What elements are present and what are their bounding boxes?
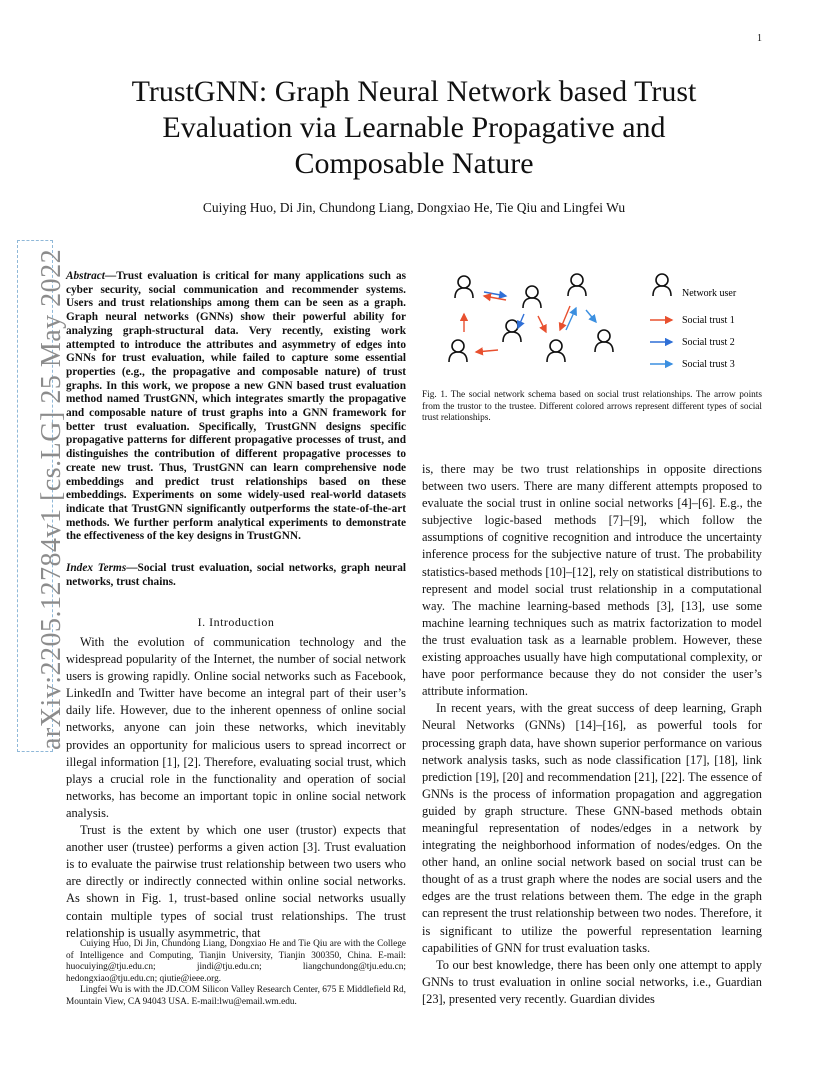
trust-arrow [586, 310, 596, 322]
footnote: Cuiying Huo, Di Jin, Chundong Liang, Dongxiao He and Tie Qiu are with the College of Intelligence and Computing, Tianjin University, Tianjin 300350, China. E-mail: huocuiying@tju.edu.cn; jindi@tju.edu.cn; liangchundong@tju.edu.cn; hedongxiao@tju.edu.cn; qiutie@ieee.org. [66, 939, 406, 984]
body-paragraph: With the evolution of communication technology and the widespread popularity of the Internet, the number of social network users is growing rapidly. Online social networks such as Facebook, LinkedIn and Twitter have become an integral part of their user’s daily life. However, due to the inherent openness of online social networks, anyone can join these networks, which inevitably provides an opportunity for malicious users to spread incorrect or illegal information [1], [2]. Therefore, evaluating social trust, which plays a crucial role in the functionality and operation of social networks, has become an important topic in online social network analysis. [66, 635, 406, 820]
footnotes [66, 939, 406, 1009]
trust-arrow [484, 292, 506, 296]
title-line: Composable Nature [294, 147, 534, 180]
user-node-icon [455, 276, 473, 298]
user-node-icon [568, 274, 586, 296]
legend-user-icon [653, 274, 671, 296]
figure-1-trust-network [440, 270, 770, 380]
figure-legend [650, 274, 737, 370]
index-terms-text: —Social trust evaluation, social networks, graph neural networks, trust chains. [66, 562, 406, 588]
figure-caption: Fig. 1. The social network schema based on social trust relationships. The arrow points from the trustor to the trustee. Different colored arrows represent different types of social trust relationships. [422, 390, 762, 424]
body-paragraph: To our best knowledge, there has been only one attempt to apply GNNs to trust evaluation in online social networks, i.e., Guardian [23], presented very recently. Guardian divides [422, 957, 762, 1006]
legend-label: Social trust 3 [682, 359, 735, 370]
abstract-text: —Trust evaluation is critical for many applications such as cyber security, social communication and recommender systems. Users and trust relationships among them can be seen as a graph. Graph neural networks (GNNs) show their powerful ability for analyzing graph-structural data. Very recently, existing work attempted to introduce the attributes and asymmetry of edges into GNNs for trust evaluation, while failed to capture some essential properties (e.g., the propagative and composable nature) of trust graphs. In this work, we propose a new GNN based trust evaluation method named TrustGNN, which integrates smartly the propagative and composable nature of trust graphs into a GNN framework for better trust evaluation. Specifically, TrustGNN designs specific propagative patterns for different propagative processes of trust, and distinguishes the contribution of different propagative processes to create new trust. Thus, TrustGNN can learn comprehensive node embeddings and predict trust relationships based on these embeddings. Experiments on some widely-used real-world datasets indicate that TrustGNN significantly outperforms the state-of-the-art methods. We further perform analytical experiments to demonstrate the effectiveness of the key designs in TrustGNN. [66, 270, 406, 543]
trust-arrow [476, 350, 498, 352]
abstract [66, 270, 406, 544]
footnote: Lingfei Wu is with the JD.COM Silicon Valley Research Center, 675 E Middlefield Rd, Mountain View, CA 94043 USA. E-mail:lwu@email.wm.edu. [66, 985, 406, 1007]
legend-label: Social trust 1 [682, 315, 735, 326]
author-list: Cuiying Huo, Di Jin, Chundong Liang, Dongxiao He, Tie Qiu and Lingfei Wu [202, 200, 626, 215]
user-node-icon [503, 320, 521, 342]
body-paragraph: In recent years, with the great success of deep learning, Graph Neural Networks (GNNs) [14]–[16], as powerful tools for processing graph data, have shown superior performance on various network analysis tasks, such as node classification [17], [18], link prediction [19], [20] and recommendation [21], [22]. The essence of GNNs is the process of information propagation and aggregation guided by graph structure. These GNN-based methods obtain meaningful representation of nodes/edges in a network by integrating the neighborhood information of nodes/edges. On the other hand, an online social network based on social trust can be thought of as a trust graph where the nodes are social users and the edges are the trust relations between them. The edge in the graph can represent the trust relationship between two nodes. Therefore, it is significant to utilize the powerful representation learning capabilities of GNN for trust evaluation tasks. [422, 701, 762, 955]
trust-arrow [538, 316, 546, 332]
body-paragraph: Trust is the extent by which one user (trustor) expects that another user (trustee) performs a given action [3]. Trust evaluation is to evaluate the pairwise trust relationship between two users who are directly or indirectly connected within online social networks. As shown in Fig. 1, trust-based online social networks usually contain multiple types of social trust relationships. The trust relationship is usually asymmetric, that [66, 823, 406, 940]
legend-label: Social trust 2 [682, 337, 735, 348]
body-paragraph: is, there may be two trust relationships in opposite directions between two users. There are many different attempts proposed to evaluate the social trust in online social networks [4]–[6]. E.g., the subjective logic-based methods [7]–[9], which follow the assumptions of cognitive recognition and introduce the uncertainty inference process for the subjective nature of trust. The probability statistics-based methods [10]–[12], rely on statistical distributions to represent and model social trust relationship in a computational way. The machine learning-based methods [3], [13], use some machine learning techniques such as matrix factorization to model the trust evaluation task as a learnable problem. However, these existing approaches usually have high computational complexity, or have poor performance because they do not consider the user’s attribute information. [422, 462, 762, 699]
user-node-icon [547, 340, 565, 362]
user-node-icon [523, 286, 541, 308]
user-node-icon [449, 340, 467, 362]
user-node-icon [595, 330, 613, 352]
trust-arrow [484, 296, 506, 300]
trust-arrow [518, 314, 524, 328]
section-heading: I. Introduction [197, 615, 275, 629]
page-number: 1 [757, 33, 762, 44]
index-terms [66, 562, 406, 589]
arxiv-identifier: arXiv:2205.12784v1 [cs.LG] 25 May 2022 [36, 248, 67, 750]
legend-label: Network user [682, 288, 737, 299]
arxiv-sidebar-stamp [10, 240, 67, 750]
left-column-body [66, 634, 406, 942]
paper-title [0, 74, 828, 182]
title-line: TrustGNN: Graph Neural Network based Trust [131, 75, 697, 108]
abstract-label: Abstract [66, 270, 105, 282]
index-terms-label: Index Terms [66, 562, 127, 574]
right-column-body [422, 461, 762, 1008]
trust-arrow [560, 306, 570, 330]
title-line: Evaluation via Learnable Propagative and [162, 111, 666, 144]
